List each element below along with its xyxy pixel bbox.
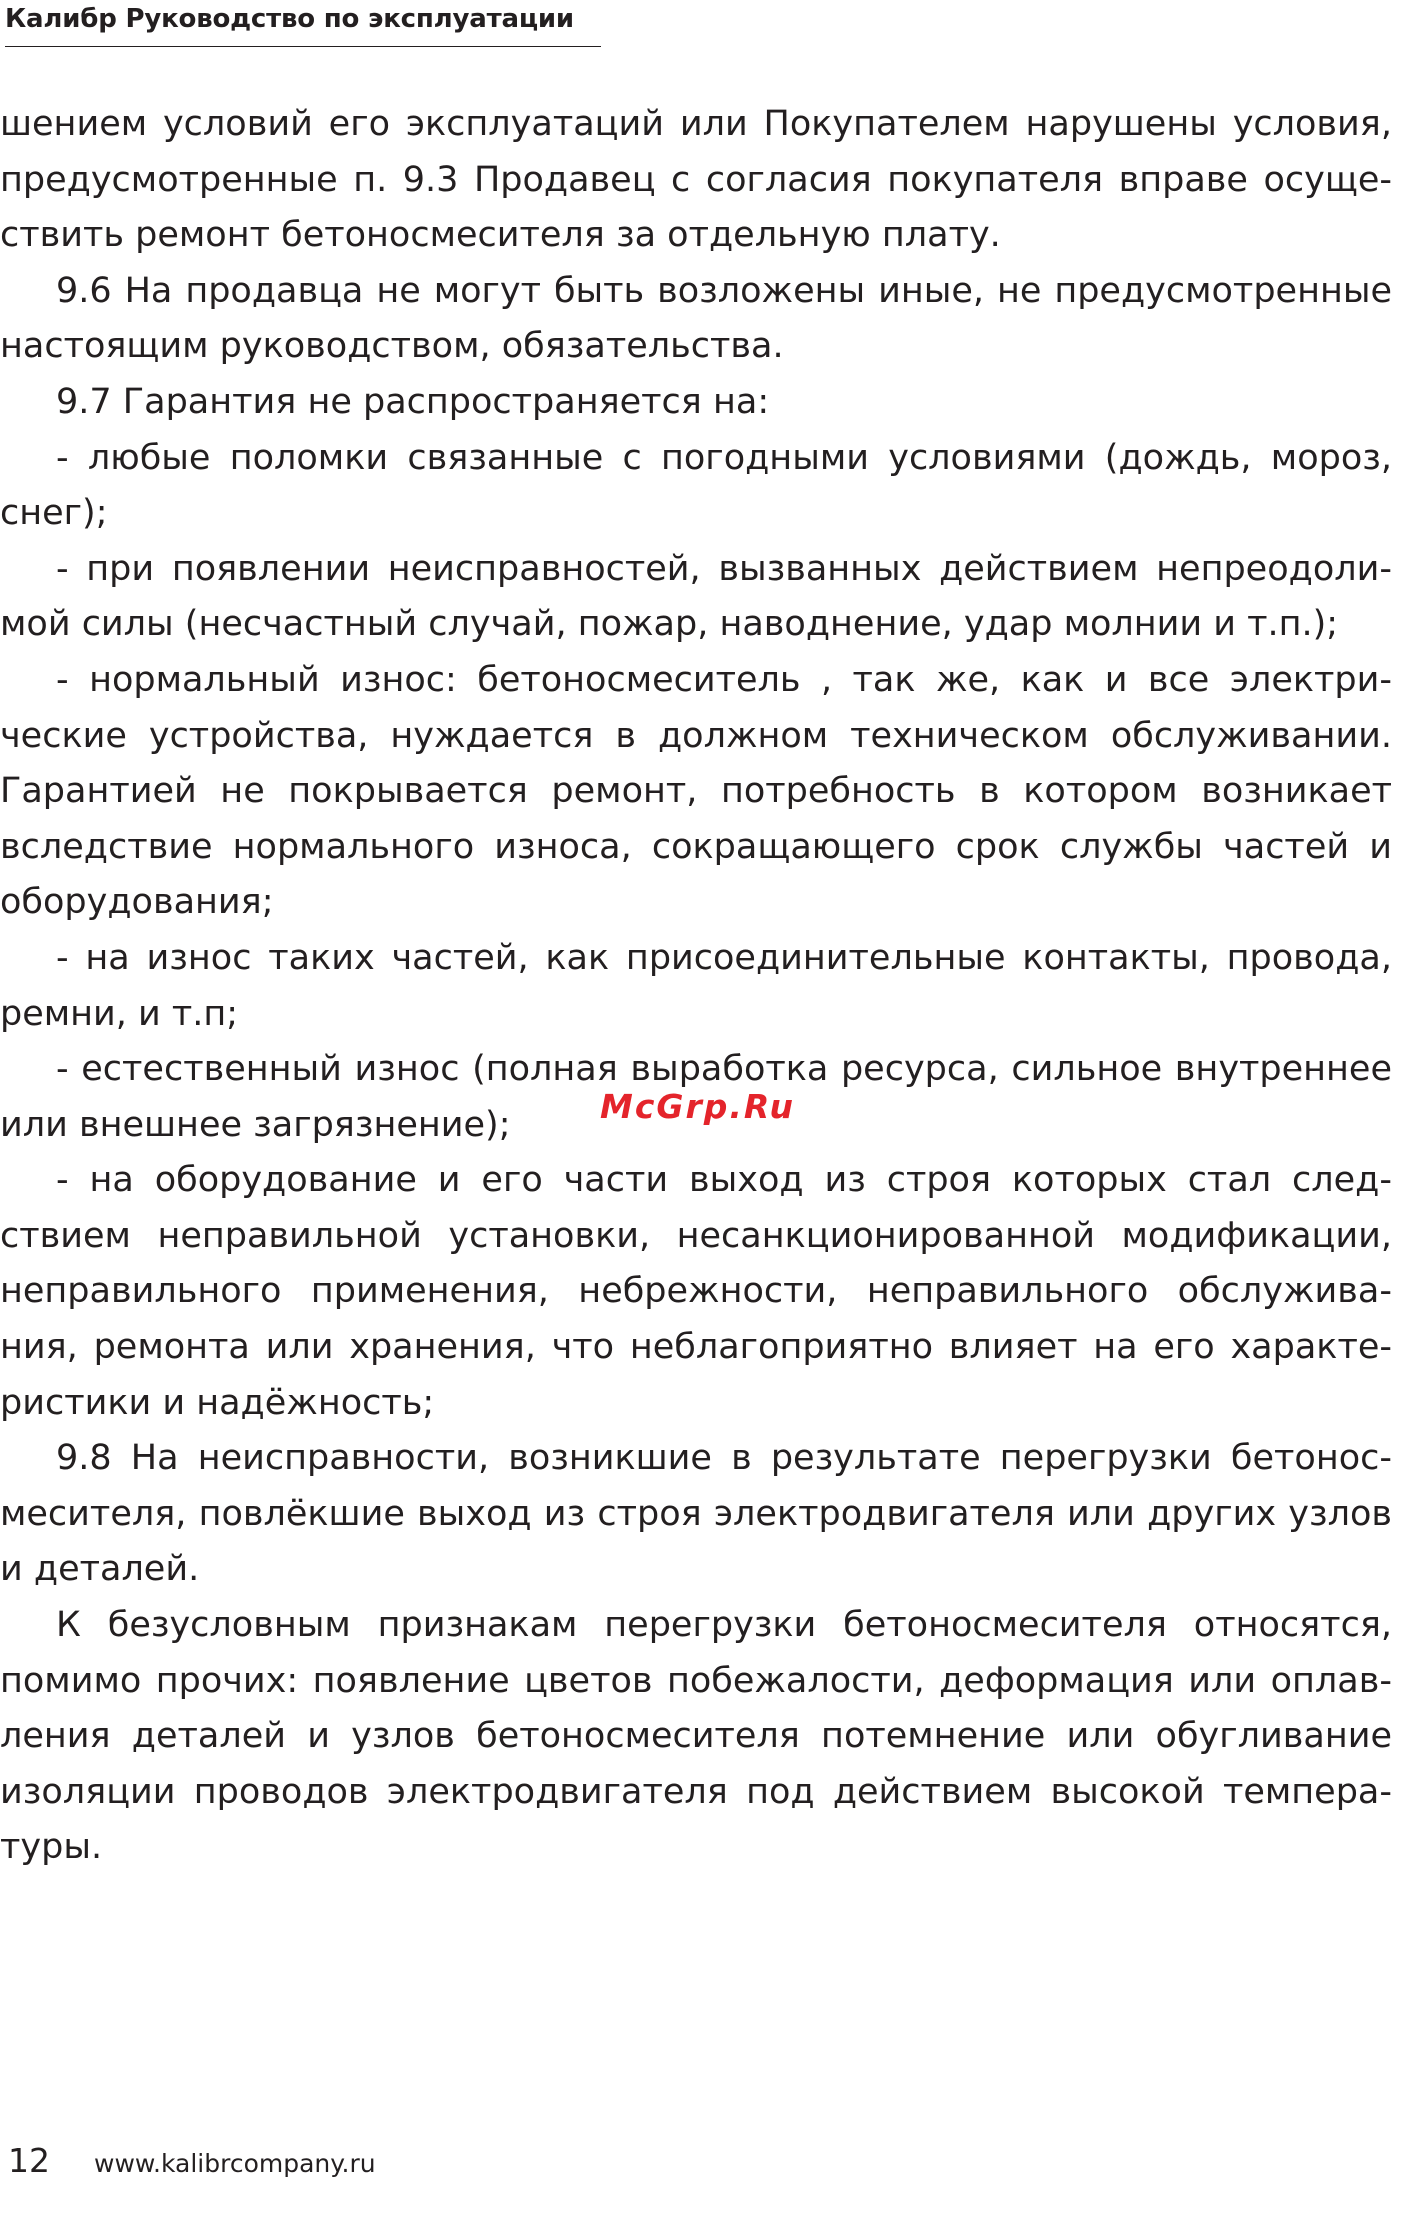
page-number: 12 bbox=[8, 2141, 50, 2180]
text-line: ления деталей и узлов бетоносмесителя потемнение или обугливание bbox=[0, 1716, 1392, 1757]
text-line: ческие устройства, нуждается в должном техническом обслуживании. bbox=[0, 715, 1392, 756]
text-line: неправильного применения, небрежности, неправильного обслужива- bbox=[0, 1271, 1392, 1312]
text-line: настоящим руководством, обязательства. bbox=[0, 326, 784, 367]
text-line: оборудования; bbox=[0, 882, 274, 923]
text-line: туры. bbox=[0, 1827, 103, 1868]
body-text bbox=[0, 97, 1392, 1876]
text-line: шением условий его эксплуатаций или Покупателем нарушены условия, bbox=[0, 104, 1392, 144]
text-line: - любые поломки связанные с погодными условиями (дождь, мороз, bbox=[56, 437, 1392, 478]
header-title: Калибр Руководство по эксплуатации bbox=[5, 4, 574, 34]
text-line: 9.8 На неисправности, возникшие в результате перегрузки бетонос- bbox=[56, 1438, 1392, 1479]
text-line: или внешнее загрязнение); bbox=[0, 1104, 511, 1145]
text-line: - на оборудование и его части выход из строя которых стал след- bbox=[56, 1160, 1392, 1201]
text-line: Гарантией не покрывается ремонт, потребность в котором возникает bbox=[0, 771, 1392, 812]
text-line: - нормальный износ: бетоносмеситель , так же, как и все электри- bbox=[56, 659, 1392, 700]
watermark-logo: McGrp.Ru bbox=[600, 1087, 796, 1126]
text-line: месителя, повлёкшие выход из строя электродвигателя или других узлов bbox=[0, 1493, 1392, 1534]
page-footer bbox=[0, 2138, 376, 2184]
text-line: предусмотренные п. 9.3 Продавец с согласия покупателя вправе осуще- bbox=[0, 159, 1392, 200]
text-line: снег); bbox=[0, 493, 108, 534]
text-line: К безусловным признакам перегрузки бетоносмесителя относятся, bbox=[56, 1605, 1392, 1646]
text-line: изоляции проводов электродвигателя под действием высокой темпера- bbox=[0, 1771, 1392, 1812]
text-line: ния, ремонта или хранения, что неблагоприятно влияет на его характе- bbox=[0, 1327, 1392, 1368]
website-link[interactable]: www.kalibrcompany.ru bbox=[94, 2149, 376, 2178]
text-line: - при появлении неисправностей, вызванных действием непреодоли- bbox=[56, 548, 1392, 589]
text-line: ствием неправильной установки, несанкционированной модификации, bbox=[0, 1215, 1392, 1256]
text-line: - на износ таких частей, как присоединительные контакты, провода, bbox=[56, 937, 1392, 978]
text-line: ствить ремонт бетоносмесителя за отдельную плату. bbox=[0, 215, 1001, 256]
text-line: помимо прочих: появление цветов побежалости, деформация или оплав- bbox=[0, 1660, 1392, 1701]
text-line: вследствие нормального износа, сокращающего срок службы частей и bbox=[0, 826, 1392, 867]
text-line: 9.6 На продавца не могут быть возложены иные, не предусмотренные bbox=[56, 270, 1392, 311]
page-header bbox=[5, 0, 601, 47]
text-line: мой силы (несчастный случай, пожар, наводнение, удар молнии и т.п.); bbox=[0, 604, 1339, 645]
text-line: ристики и надёжность; bbox=[0, 1382, 435, 1423]
text-line: и деталей. bbox=[0, 1549, 200, 1590]
text-line: ремни, и т.п; bbox=[0, 993, 239, 1034]
text-line: 9.7 Гарантия не распространяется на: bbox=[56, 381, 770, 422]
text-line: - естественный износ (полная выработка ресурса, сильное внутреннее bbox=[56, 1049, 1392, 1090]
